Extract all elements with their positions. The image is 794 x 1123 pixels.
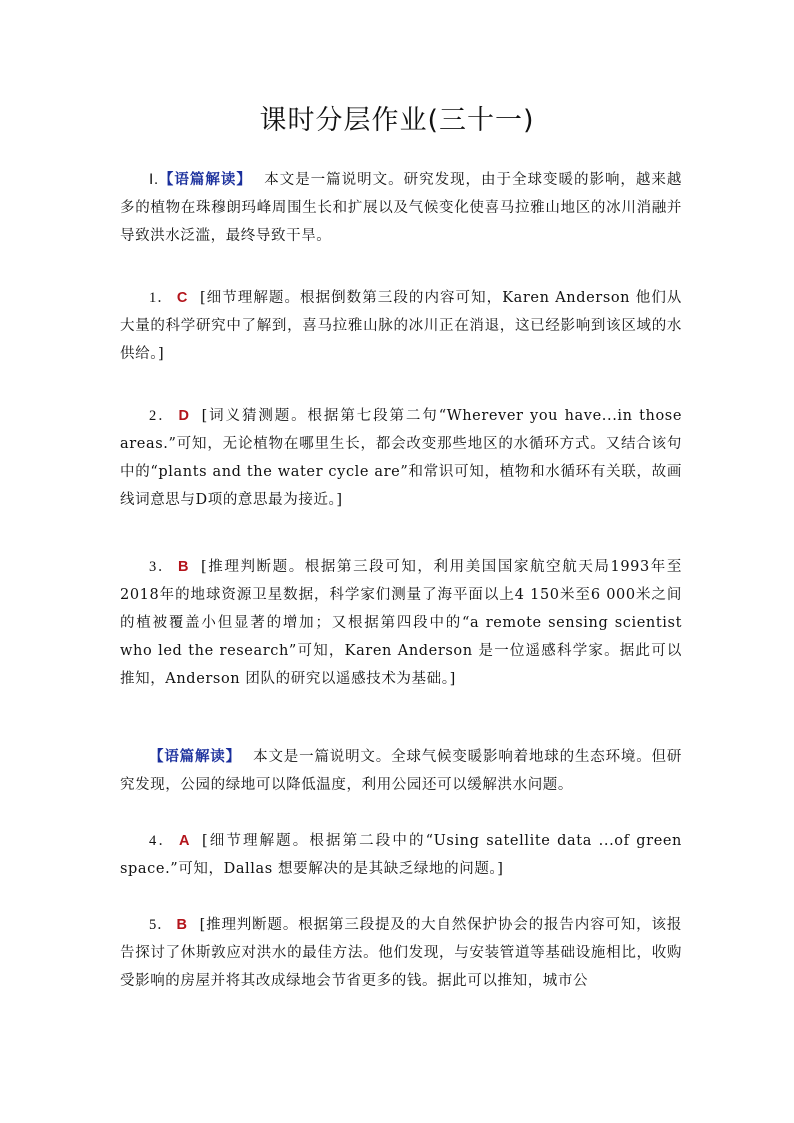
item-number: 4． (149, 833, 175, 849)
answer-letter: B (176, 917, 188, 933)
item-number: 2． (149, 408, 175, 424)
section-roman-numeral: Ⅰ. (149, 172, 159, 188)
reading-intro-1 (120, 166, 682, 250)
answer-item-1 (120, 284, 682, 368)
answer-letter: A (178, 833, 191, 849)
item-number: 1． (149, 290, 173, 306)
answer-explanation: [推理判断题。根据第三段提及的大自然保护协会的报告内容可知，该报告探讨了休斯敦应对洪水的最佳方法。他们发现，与安装管道等基础设施相比，收购受影响的房屋并将其改成绿地会节省更多的钱。据此可以推知，城市公 (120, 917, 683, 989)
answer-letter: C (176, 290, 188, 306)
reading-intro-2 (120, 743, 682, 799)
answer-item-4 (120, 827, 682, 883)
answer-explanation: [细节理解题。根据倒数第三段的内容可知，Karen Anderson 他们从大量的科学研究中了解到，喜马拉雅山脉的冰川正在消退，这已经影响到该区域的水供给。] (120, 290, 683, 362)
item-number: 3． (149, 559, 174, 575)
answer-item-3 (120, 553, 682, 693)
answer-letter: D (178, 408, 190, 424)
page-title: 课时分层作业(三十一) (259, 105, 535, 136)
reading-analysis-tag: 【语篇解读】 (158, 172, 252, 188)
reading-analysis-tag: 【语篇解读】 (149, 749, 241, 765)
reading-intro-text: 本文是一篇说明文。研究发现，由于全球变暖的影响，越来越多的植物在珠穆朗玛峰周围生长和扩展以及气候变化使喜马拉雅山地区的冰川消融并导致洪水泛滥，最终导致干旱。 (120, 172, 682, 244)
answer-explanation: [细节理解题。根据第二段中的“Using satellite data ...of green space.”可知，Dallas 想要解决的是其缺乏绿地的问题。] (120, 833, 682, 877)
answer-letter: B (177, 559, 190, 575)
answer-explanation: [词义猜测题。根据第七段第二句“Wherever you have...in those areas.”可知，无论植物在哪里生长，都会改变那些地区的水循环方式。又结合该句中的“plants and the water cycle are”和常识可知，植物和水循环有关联，故画线词意思与D项的意思最为接近。] (120, 408, 682, 508)
answer-item-2 (120, 402, 682, 514)
item-number: 5． (149, 917, 173, 933)
answer-explanation: [推理判断题。根据第三段可知，利用美国国家航空航天局1993年至2018年的地球资源卫星数据，科学家们测量了海平面以上4 150米至6 000米之间的植被覆盖小但显著的增加；又根据第四段中的“a remote sensing scientist who led the research”可知，Karen Anderson 是一位遥感科学家。据此可以推知，Anderson 团队的研究以遥感技术为基础。] (120, 559, 682, 687)
answer-item-5 (120, 911, 682, 995)
reading-intro-text: 本文是一篇说明文。全球气候变暖影响着地球的生态环境。但研究发现，公园的绿地可以降低温度，利用公园还可以缓解洪水问题。 (120, 749, 682, 793)
